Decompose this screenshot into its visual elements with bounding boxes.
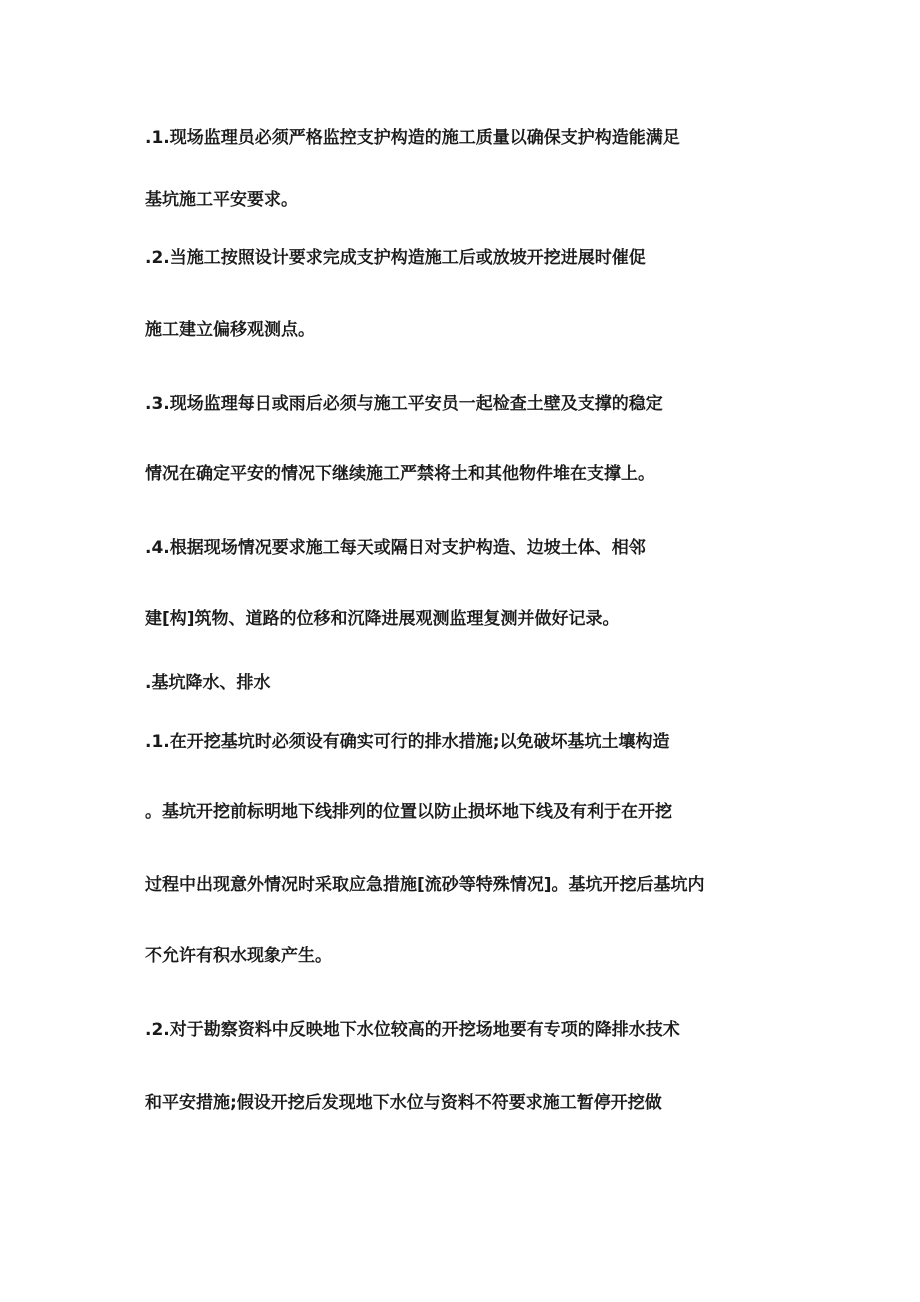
text-line: .2.对于勘察资料中反映地下水位较高的开挖场地要有专项的降排水技术 bbox=[145, 1020, 680, 1040]
text-line: 。基坑开挖前标明地下线排列的位置以防止损坏地下线及有利于在开挖 bbox=[145, 802, 672, 822]
text-line: 基坑施工平安要求。 bbox=[145, 190, 298, 210]
text-line: .2.当施工按照设计要求完成支护构造施工后或放坡开挖进展时催促 bbox=[145, 248, 646, 268]
text-line: .1.现场监理员必须严格监控支护构造的施工质量以确保支护构造能满足 bbox=[145, 128, 680, 148]
text-line: .3.现场监理每日或雨后必须与施工平安员一起检查土壁及支撑的稳定 bbox=[145, 394, 663, 414]
text-line: 建[构]筑物、道路的位移和沉降进展观测监理复测并做好记录。 bbox=[145, 609, 620, 629]
section-heading: .基坑降水、排水 bbox=[145, 673, 271, 693]
text-line: .4.根据现场情况要求施工每天或隔日对支护构造、边坡土体、相邻 bbox=[145, 538, 646, 558]
text-line: 和平安措施;假设开挖后发现地下水位与资料不符要求施工暂停开挖做 bbox=[145, 1093, 662, 1113]
text-line: 过程中出现意外情况时采取应急措施[流砂等特殊情况]。基坑开挖后基坑内 bbox=[145, 875, 705, 895]
text-line: 施工建立偏移观测点。 bbox=[145, 320, 315, 340]
text-line: 情况在确定平安的情况下继续施工严禁将土和其他物件堆在支撑上。 bbox=[145, 464, 655, 484]
text-line: .1.在开挖基坑时必须设有确实可行的排水措施;以免破坏基坑土壤构造 bbox=[145, 732, 670, 752]
text-line: 不允许有积水现象产生。 bbox=[145, 946, 332, 966]
